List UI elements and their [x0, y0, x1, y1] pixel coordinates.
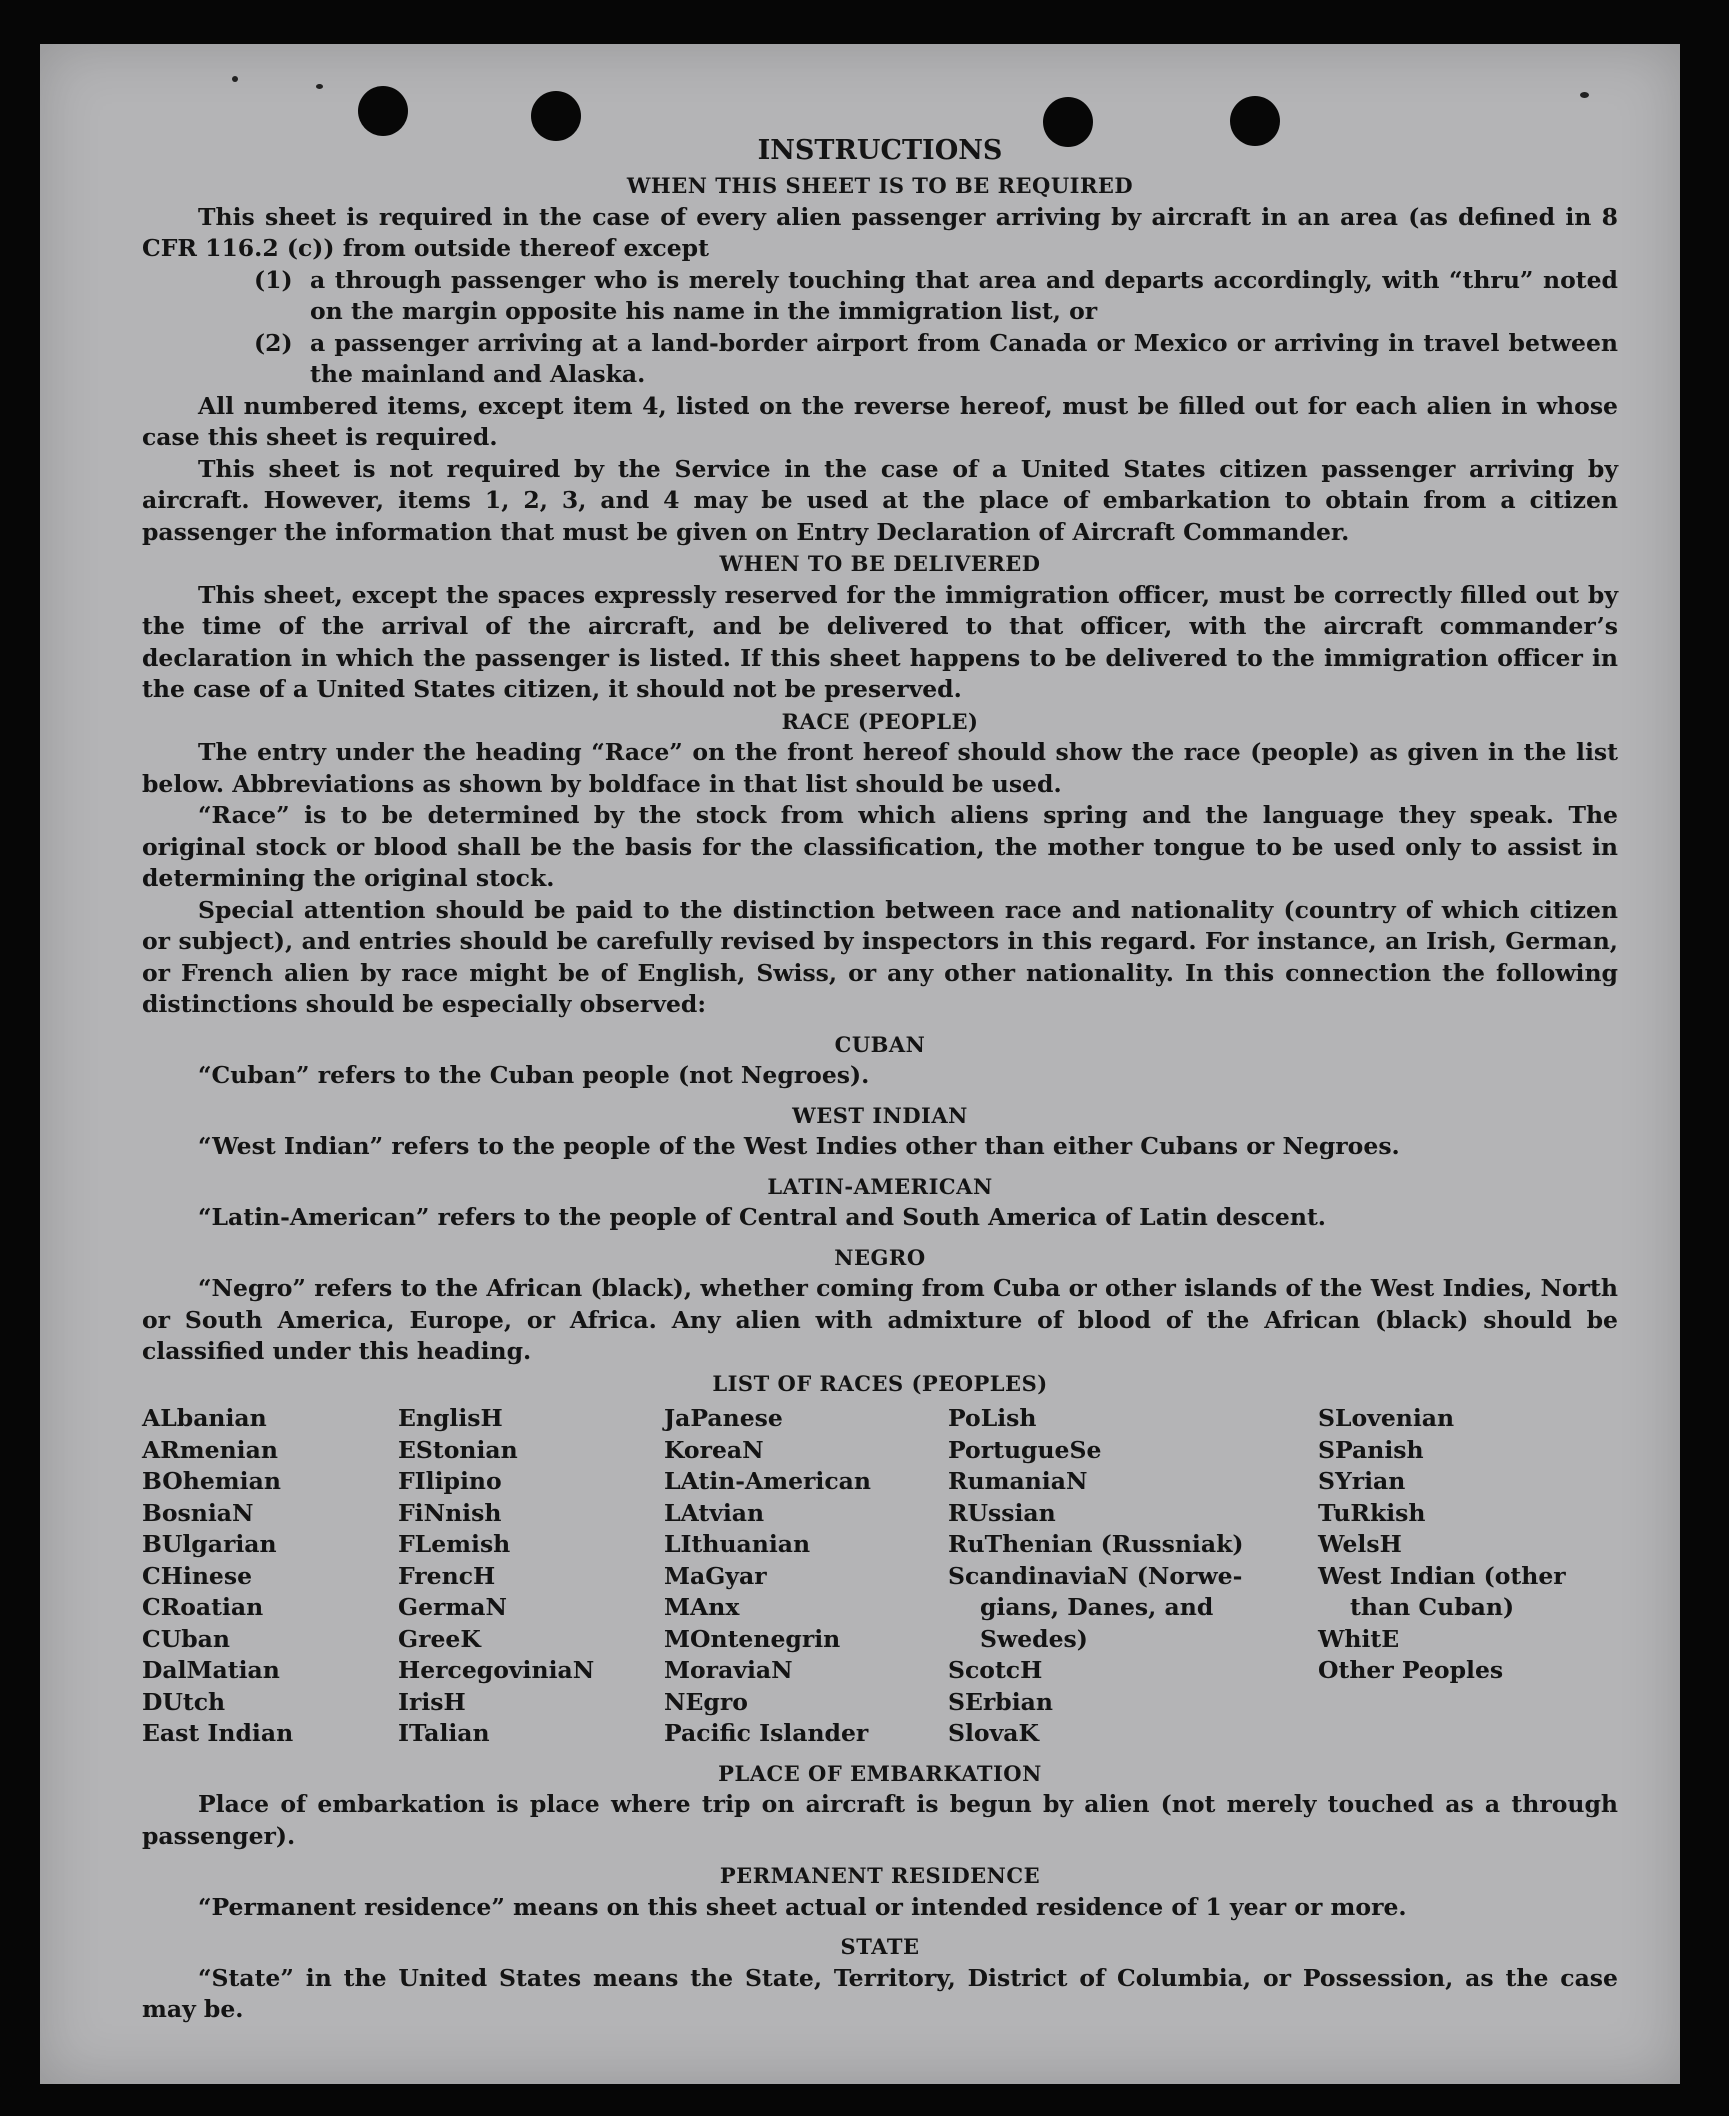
- race-entry: East Indian: [142, 1719, 294, 1747]
- race-entry: KoreaN: [664, 1435, 764, 1464]
- punch-hole: [358, 86, 408, 136]
- race-entry: DUtch: [142, 1687, 226, 1716]
- document-sheet: [40, 44, 1680, 2084]
- exception-text: a through passenger who is merely touching that area and departs accordingly, with “thru” noted on the margin opposite his name in the immigration list, or: [310, 265, 1618, 325]
- race-entry: EnglisH: [398, 1404, 503, 1432]
- exception-item: [254, 328, 1618, 391]
- heading-list-of-races: LIST OF RACES (PEOPLES): [712, 1370, 1048, 1396]
- race-entry: LAtin-American: [664, 1467, 871, 1495]
- race-entry: BUlgarian: [142, 1530, 277, 1558]
- race-column: [948, 1403, 1318, 1750]
- race-entry: WhitE: [1318, 1624, 1400, 1653]
- heading-latin-american: LATIN-AMERICAN: [767, 1173, 993, 1199]
- cuban-text: “Cuban” refers to the Cuban people (not Negroes).: [198, 1061, 870, 1089]
- race-entry: ScotcH: [948, 1656, 1043, 1684]
- race-entry: SLovenian: [1318, 1404, 1455, 1432]
- race-entry: TuRkish: [1318, 1498, 1426, 1527]
- race-entry: HercegoviniaN: [398, 1656, 595, 1684]
- embarkation-text: Place of embarkation is place where trip on aircraft is begun by alien (not merely touched as a through passenger).: [142, 1790, 1618, 1850]
- race-entry: NEgro: [664, 1687, 748, 1716]
- race-entry: MoraviaN: [664, 1656, 793, 1684]
- race-entry: CUban: [142, 1624, 230, 1653]
- race-entry: LAtvian: [664, 1498, 765, 1527]
- heading-cuban: CUBAN: [834, 1031, 926, 1057]
- west-indian-text: “West Indian” refers to the people of the West Indies other than either Cubans or Negroes.: [198, 1132, 1400, 1160]
- ink-speck: [1580, 92, 1589, 98]
- exception-number: (2): [254, 328, 293, 357]
- race-entry: DalMatian: [142, 1656, 280, 1684]
- heading-when-delivered: WHEN TO BE DELIVERED: [719, 551, 1041, 576]
- heading-permanent-residence: PERMANENT RESIDENCE: [719, 1863, 1041, 1888]
- race-entry: LIthuanian: [664, 1530, 811, 1558]
- race-paragraph-3: Special attention should be paid to the distinction between race and nationality (country of which citizen or subject), and entries should be carefully revised by inspectors in this regard. For instance, an Irish, German, or French alien by race might be of English, Swiss, or any other nationality. In this connection the following distinctions should be especially observed:: [142, 895, 1618, 1018]
- race-entry: ALbanian: [142, 1404, 267, 1432]
- race-entry: FIlipino: [398, 1467, 502, 1495]
- race-entry: CRoatian: [142, 1593, 264, 1621]
- race-paragraph-1: The entry under the heading “Race” on the front hereof should show the race (people) as given in the list below. Abbreviations as shown by boldface in that list should be used.: [142, 738, 1618, 798]
- race-entry: ITalian: [398, 1719, 490, 1747]
- when-required-intro: This sheet is required in the case of every alien passenger arriving by aircraft in an area (as defined in 8 CFR 116.2 (c)) from outside thereof except: [142, 202, 1618, 262]
- race-entry: MOntenegrin: [664, 1624, 841, 1653]
- race-entry: RUssian: [948, 1498, 1056, 1527]
- race-entry: ARmenian: [142, 1435, 278, 1464]
- race-list-table: [142, 1403, 1618, 1750]
- race-entry: WelsH: [1318, 1530, 1402, 1558]
- race-entry: IrisH: [398, 1687, 466, 1716]
- race-entry: Pacific Islander: [664, 1719, 869, 1747]
- heading-race: RACE (PEOPLE): [781, 708, 979, 734]
- race-entry: MAnx: [664, 1593, 740, 1621]
- race-column: [398, 1403, 664, 1750]
- race-paragraph-2: “Race” is to be determined by the stock from which aliens spring and the language they speak. The original stock or blood shall be the basis for the classification, the mother tongue to be used only to assist in determining the original stock.: [142, 801, 1618, 892]
- race-entry: PortugueSe: [948, 1435, 1102, 1464]
- race-column: [142, 1403, 398, 1750]
- residence-text: “Permanent residence” means on this sheet actual or intended residence of 1 year or more.: [198, 1892, 1407, 1921]
- race-entry: EStonian: [398, 1435, 518, 1464]
- race-entry: West Indian (other: [1318, 1561, 1566, 1590]
- heading-negro: NEGRO: [834, 1244, 926, 1270]
- exception-text: a passenger arriving at a land-border airport from Canada or Mexico or arriving in travel between the mainland and Alaska.: [310, 328, 1618, 388]
- race-entry-continuation: than Cuban): [1350, 1593, 1515, 1621]
- race-entry: BosniaN: [142, 1498, 254, 1527]
- page-title: INSTRUCTIONS: [757, 135, 1003, 166]
- when-delivered-text: This sheet, except the spaces expressly reserved for the immigration officer, must be correctly filled out by the time of the arrival of the aircraft, and be delivered to that officer, with the aircraft commander’s declaration in which the passenger is listed. If this sheet happens to be delivered to the immigration officer in the case of a United States citizen, it should not be preserved.: [142, 580, 1618, 703]
- race-column: [1318, 1403, 1618, 1750]
- race-entry: GreeK: [398, 1624, 481, 1653]
- race-entry: RumaniaN: [948, 1467, 1088, 1495]
- race-entry: SErbian: [948, 1687, 1053, 1716]
- race-entry: FiNnish: [398, 1498, 502, 1527]
- race-entry: MaGyar: [664, 1561, 767, 1590]
- race-entry: GermaN: [398, 1593, 507, 1621]
- race-entry: SYrian: [1318, 1467, 1406, 1495]
- instructions-content: [142, 132, 1618, 2037]
- race-entry: ScandinaviaN (Norwe-: [948, 1561, 1243, 1590]
- latin-american-text: “Latin-American” refers to the people of Central and South America of Latin descent.: [198, 1203, 1326, 1231]
- heading-place-of-embarkation: PLACE OF EMBARKATION: [718, 1760, 1042, 1786]
- race-column: [664, 1403, 948, 1750]
- negro-text: “Negro” refers to the African (black), whether coming from Cuba or other islands of the West Indies, North or South America, Europe, or Africa. Any alien with admixture of blood of the African (black) should be classified under this heading.: [142, 1274, 1618, 1365]
- race-entry: FLemish: [398, 1530, 511, 1558]
- race-entry: RuThenian (Russniak): [948, 1530, 1244, 1558]
- race-entry: BOhemian: [142, 1467, 281, 1495]
- ink-speck: [232, 76, 238, 82]
- state-text: “State” in the United States means the State, Territory, District of Columbia, or Possession, as the case may be.: [142, 1963, 1618, 2023]
- heading-when-required: WHEN THIS SHEET IS TO BE REQUIRED: [626, 173, 1134, 198]
- ink-speck: [316, 84, 323, 89]
- race-entry-continuation: Swedes): [980, 1624, 1088, 1653]
- numbered-items-paragraph: All numbered items, except item 4, listed on the reverse hereof, must be filled out for each alien in whose case this sheet is required.: [142, 391, 1618, 451]
- race-entry: PoLish: [948, 1404, 1037, 1432]
- race-entry: Other Peoples: [1318, 1656, 1504, 1684]
- heading-state: STATE: [840, 1934, 920, 1959]
- exception-item: [254, 265, 1618, 328]
- race-entry-continuation: gians, Danes, and: [980, 1593, 1214, 1621]
- race-entry: FrencH: [398, 1561, 496, 1590]
- race-entry: SlovaK: [948, 1719, 1039, 1747]
- race-entry: SPanish: [1318, 1435, 1424, 1464]
- race-entry: JaPanese: [664, 1404, 783, 1432]
- citizen-paragraph: This sheet is not required by the Service in the case of a United States citizen passenger arriving by aircraft. However, items 1, 2, 3, and 4 may be used at the place of embarkation to obtain from a citizen passenger the information that must be given on Entry Declaration of Aircraft Commander.: [142, 454, 1618, 546]
- race-entry: CHinese: [142, 1561, 253, 1590]
- exception-number: (1): [254, 265, 293, 294]
- heading-west-indian: WEST INDIAN: [792, 1102, 968, 1128]
